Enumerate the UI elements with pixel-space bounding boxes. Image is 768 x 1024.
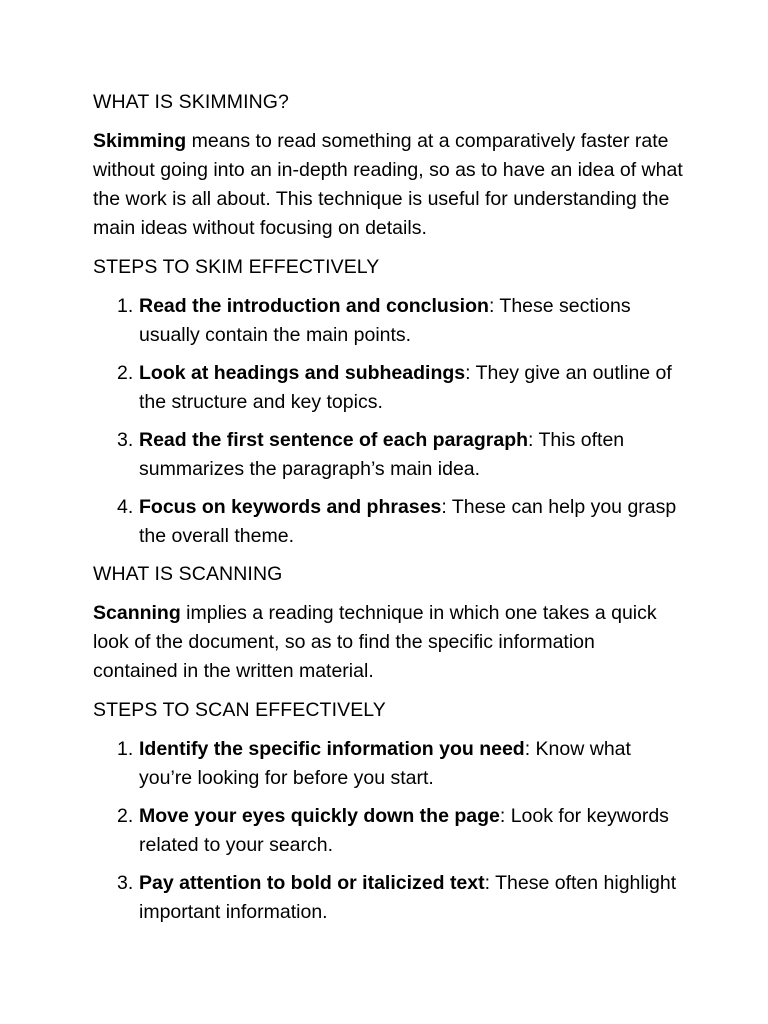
step-title: Move your eyes quickly down the page (139, 805, 500, 827)
skim-step (93, 426, 683, 484)
step-title: Identify the specific information you need (139, 738, 525, 760)
step-number: 3. (117, 872, 134, 894)
step-description: : Know what you’re looking for before you start. (139, 738, 631, 789)
step-description: : Look for keywords related to your search. (139, 805, 669, 856)
step-description: : These can help you grasp the overall theme. (139, 496, 677, 547)
step-number: 2. (117, 805, 134, 827)
skim-steps-list (93, 292, 683, 551)
step-description: : This often summarizes the paragraph’s main idea. (139, 429, 625, 480)
scan-steps-heading: STEPS TO SCAN EFFECTIVELY (93, 699, 386, 721)
step-number: 4. (117, 496, 134, 518)
skimming-definition-text: means to read something at a comparatively faster rate without going into an in-depth reading, so as to have an idea of what the work is all about. This technique is useful for understanding the main ideas without focusing on details. (93, 130, 683, 239)
scanning-definition-text: implies a reading technique in which one takes a quick look of the document, so as to find the specific information contained in the written material. (93, 602, 657, 682)
step-description: : These often highlight important information. (139, 872, 677, 923)
step-number: 1. (117, 738, 134, 760)
skimming-definition (93, 127, 683, 243)
step-description: : These sections usually contain the main points. (139, 295, 631, 346)
scan-steps-list (93, 735, 683, 927)
skim-step (93, 493, 683, 551)
step-number: 2. (117, 362, 134, 384)
scan-step (93, 735, 683, 793)
skim-steps-heading: STEPS TO SKIM EFFECTIVELY (93, 256, 380, 278)
step-number: 3. (117, 429, 134, 451)
skimming-heading: WHAT IS SKIMMING? (93, 91, 289, 113)
document-page (93, 88, 683, 936)
scan-step (93, 869, 683, 927)
skimming-term: Skimming (93, 130, 187, 152)
skim-step (93, 292, 683, 350)
step-description: : They give an outline of the structure and key topics. (139, 362, 672, 413)
step-title: Read the first sentence of each paragraph (139, 429, 529, 451)
skim-step (93, 359, 683, 417)
step-title: Pay attention to bold or italicized text (139, 872, 485, 894)
scan-step (93, 802, 683, 860)
scanning-heading: WHAT IS SCANNING (93, 563, 283, 585)
scanning-term: Scanning (93, 602, 181, 624)
scanning-definition (93, 599, 683, 686)
step-title: Read the introduction and conclusion (139, 295, 489, 317)
step-number: 1. (117, 295, 134, 317)
step-title: Look at headings and subheadings (139, 362, 466, 384)
step-title: Focus on keywords and phrases (139, 496, 442, 518)
